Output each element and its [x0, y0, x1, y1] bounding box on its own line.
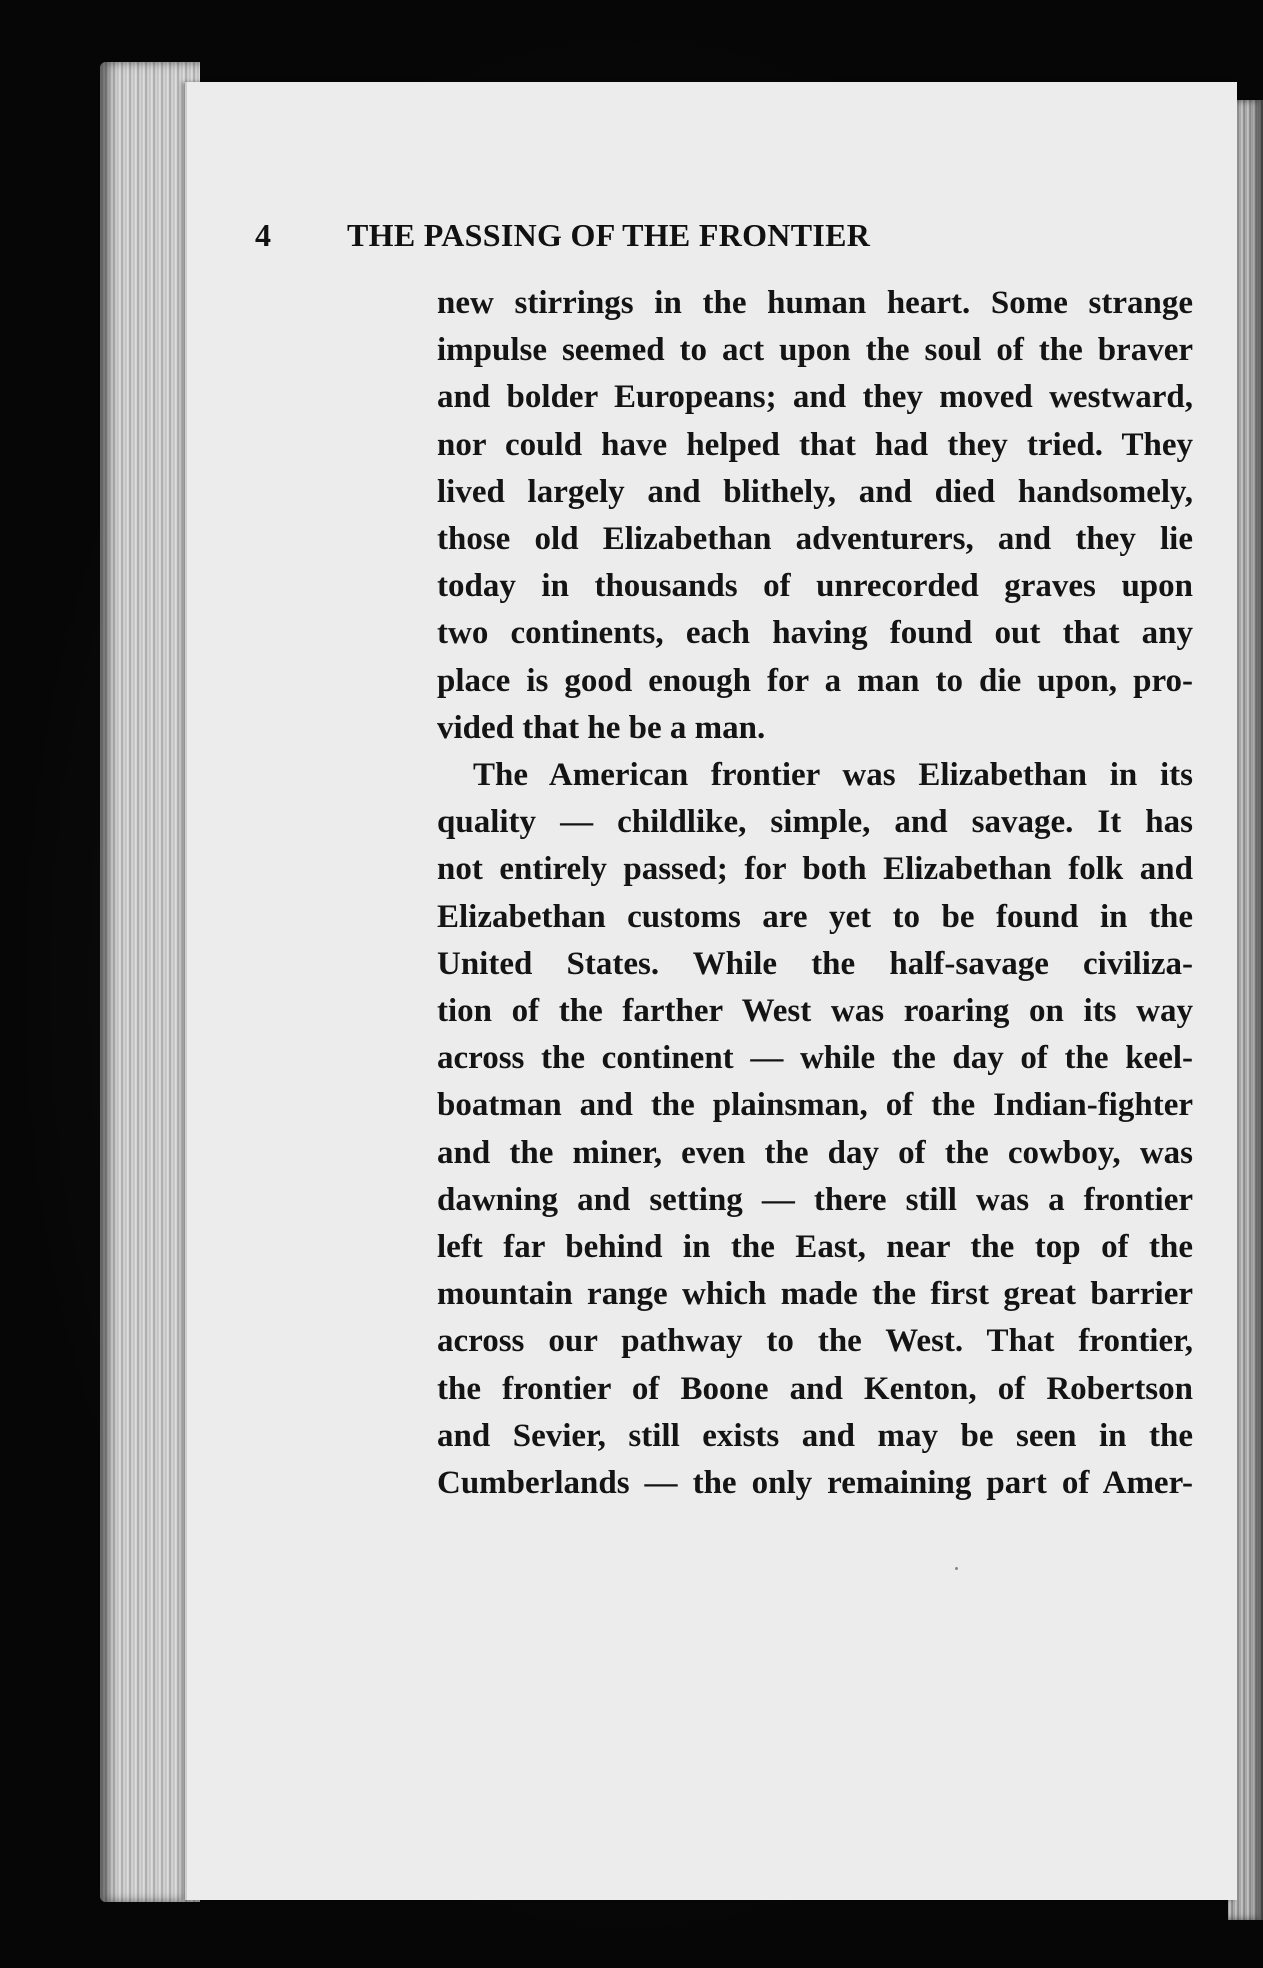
text-line: the frontier of Boone and Kenton, of Robertson: [437, 1370, 1193, 1407]
text-line: boatman and the plainsman, of the Indian-fighter: [437, 1087, 1193, 1124]
text-line: and the miner, even the day of the cowboy, was: [437, 1134, 1193, 1171]
text-line: tion of the farther West was roaring on its way: [437, 993, 1193, 1030]
text-line: two continents, each having found out that any: [437, 615, 1193, 652]
page-number: 4: [255, 217, 272, 253]
text-line: Elizabethan customs are yet to be found in the: [437, 898, 1193, 935]
text-line: across the continent — while the day of the keel-: [437, 1040, 1193, 1077]
text-line: Cumberlands — the only remaining part of Amer-: [437, 1465, 1193, 1502]
text-line: new stirrings in the human heart. Some strange: [437, 285, 1193, 321]
dust-speck: [955, 1567, 958, 1570]
text-line: nor could have helped that had they tried. They: [437, 426, 1193, 463]
text-line: place is good enough for a man to die upon, pro-: [437, 662, 1193, 699]
paragraph-2: [437, 752, 1193, 1507]
body-text: [437, 280, 1193, 1507]
running-head-title: THE PASSING OF THE FRONTIER: [347, 217, 871, 253]
text-line: quality — childlike, simple, and savage. It has: [437, 804, 1193, 841]
text-line: United States. While the half-savage civiliza-: [437, 945, 1193, 982]
running-head: [255, 217, 1115, 265]
text-line: left far behind in the East, near the top of the: [437, 1229, 1193, 1266]
text-line: across our pathway to the West. That frontier,: [437, 1323, 1193, 1360]
text-line: and bolder Europeans; and they moved westward,: [437, 379, 1193, 416]
text-line: and Sevier, still exists and may be seen in the: [437, 1417, 1193, 1454]
text-line: mountain range which made the first great barrier: [437, 1276, 1193, 1313]
paragraph-1: [437, 280, 1193, 752]
text-line: today in thousands of unrecorded graves upon: [437, 568, 1193, 605]
text-line: impulse seemed to act upon the soul of the braver: [437, 332, 1193, 369]
text-line: those old Elizabethan adventurers, and they lie: [437, 521, 1193, 558]
text-line: The American frontier was Elizabethan in its: [473, 757, 1193, 794]
text-line: not entirely passed; for both Elizabethan folk and: [437, 851, 1193, 888]
text-line: lived largely and blithely, and died handsomely,: [437, 473, 1193, 510]
text-line: dawning and setting — there still was a frontier: [437, 1181, 1193, 1218]
text-line: vided that he be a man.: [437, 709, 766, 746]
